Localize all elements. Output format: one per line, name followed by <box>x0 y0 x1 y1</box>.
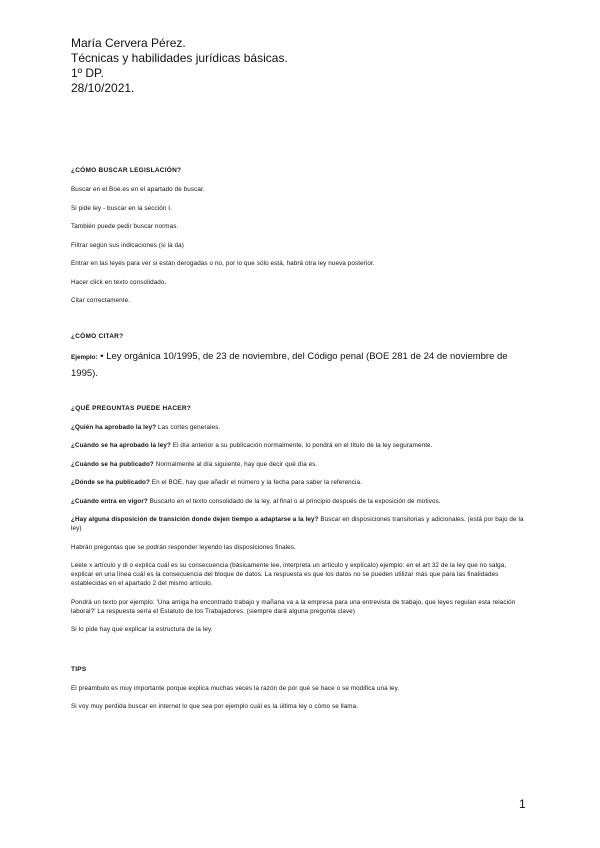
section-heading: TIPS <box>71 665 87 673</box>
list-item: Hacer click en texto consolidado. <box>71 278 167 286</box>
answer-text: Buscarlo en el texto consolidado de la ley, al final o al principio después de la exposición de motivos. <box>147 497 441 505</box>
section-heading: ¿CÓMO CITAR? <box>71 332 124 340</box>
list-item: También puede pedir buscar normas. <box>71 223 179 230</box>
question-text: ¿Dónde se ha publicado? <box>71 479 150 486</box>
section-preguntas <box>71 404 525 635</box>
question-item <box>71 478 525 487</box>
section-heading: ¿CÓMO BUSCAR LEGISLACIÓN? <box>71 167 182 174</box>
example-text: • Ley orgánica 10/1995, de 23 de noviembre, del Código penal (BOE 281 de 24 de noviembre de 1995). <box>71 350 508 379</box>
section-buscar-legislacion <box>71 166 525 305</box>
answer-text: Buscar en disposiciones transitorias y adicionales. (está por bajo de la ley) <box>71 516 524 532</box>
paragraph: Si lo pide hay que explicar la estructura de la ley. <box>71 626 213 633</box>
list-item: Filtrar según sus indicaciones (si la da) <box>71 241 184 249</box>
list-item: Buscar en el Boe.es en el apartado de buscar. <box>71 186 205 193</box>
section-tips <box>71 665 525 712</box>
tip-item: Si voy muy perdida buscar en internet lo que sea por ejemplo cuál es la última ley o cómo se llama. <box>71 703 359 710</box>
example-label: Ejemplo: <box>71 353 98 361</box>
question-text: ¿Cuándo entra en vigor? <box>71 497 148 505</box>
question-item <box>71 441 525 450</box>
citation-example <box>71 349 525 382</box>
answer-text: El día anterior a su publicación normalmente, lo pondrá en el título de la ley seguramente. <box>170 442 433 449</box>
answer-text: En el BOE, hay que añadir el número y la fecha para saber la referencia. <box>149 479 362 486</box>
question-text: ¿Hay alguna disposición de transición donde dejen tiempo a adaptarse a la ley? <box>71 516 319 523</box>
question-text: ¿Cuándo se ha aprobado la ley? <box>71 442 171 449</box>
document-header <box>71 36 288 96</box>
answer-text: Las cortes generales. <box>156 423 221 431</box>
author-name: María Cervera Pérez. <box>71 36 186 50</box>
question-item <box>71 515 525 533</box>
question-item <box>71 423 525 432</box>
answer-text: Normalmente al día siguiente, hay que decir qué día es. <box>153 460 318 468</box>
section-heading: ¿QUÉ PREGUNTAS PUEDE HACER? <box>71 404 192 412</box>
list-item: Citar correctamente. <box>71 297 131 304</box>
document-date: 28/10/2021. <box>71 81 135 95</box>
document-body <box>71 166 525 721</box>
group-label: 1º DP. <box>71 66 104 80</box>
list-item: Entrar en las leyes para ver si están derogadas o no, por lo que sólo está, habrá otra ley nueva posterior. <box>71 260 375 267</box>
question-text: ¿Cuándo se ha publicado? <box>71 460 154 468</box>
question-text: ¿Quién ha aprobado la ley? <box>71 423 157 431</box>
question-item <box>71 497 525 506</box>
section-como-citar <box>71 332 525 382</box>
course-title: Técnicas y habilidades jurídicas básicas. <box>71 51 288 65</box>
tip-item: El preámbulo es muy importante porque explica muchas veces la razón de por qué se hace o se modifica una ley. <box>71 684 400 692</box>
page-number: 1 <box>519 797 526 811</box>
paragraph: Habrán preguntas que se podrán responder leyendo las disposiciones finales. <box>71 543 296 551</box>
question-item <box>71 460 525 469</box>
paragraph: Pondrá un texto por ejemplo: 'Una amiga ha encontrado trabajo y mañana va a la empresa para una entrevista de trabajo, que leyes regulan esta relación laboral?' La respuesta sería el Estatuto de los Trabajadores. (siempre dará alguna pregunta clave) <box>71 598 516 615</box>
list-item: Si pide ley - buscar en la sección I. <box>71 204 173 212</box>
paragraph: Léete x artículo y di o explica cuál es su consecuencia (básicamente lee, interpreta un artículo y explícalo) ejemplo: en el art 32 de la ley que no salga, explicar en una línea cuál es la consecuencia del bloque de datos. La respuesta es que los datos no se pueden utilizar más que para las finalidades establecidas en el apartado 2 del mismo artículo. <box>71 562 507 587</box>
